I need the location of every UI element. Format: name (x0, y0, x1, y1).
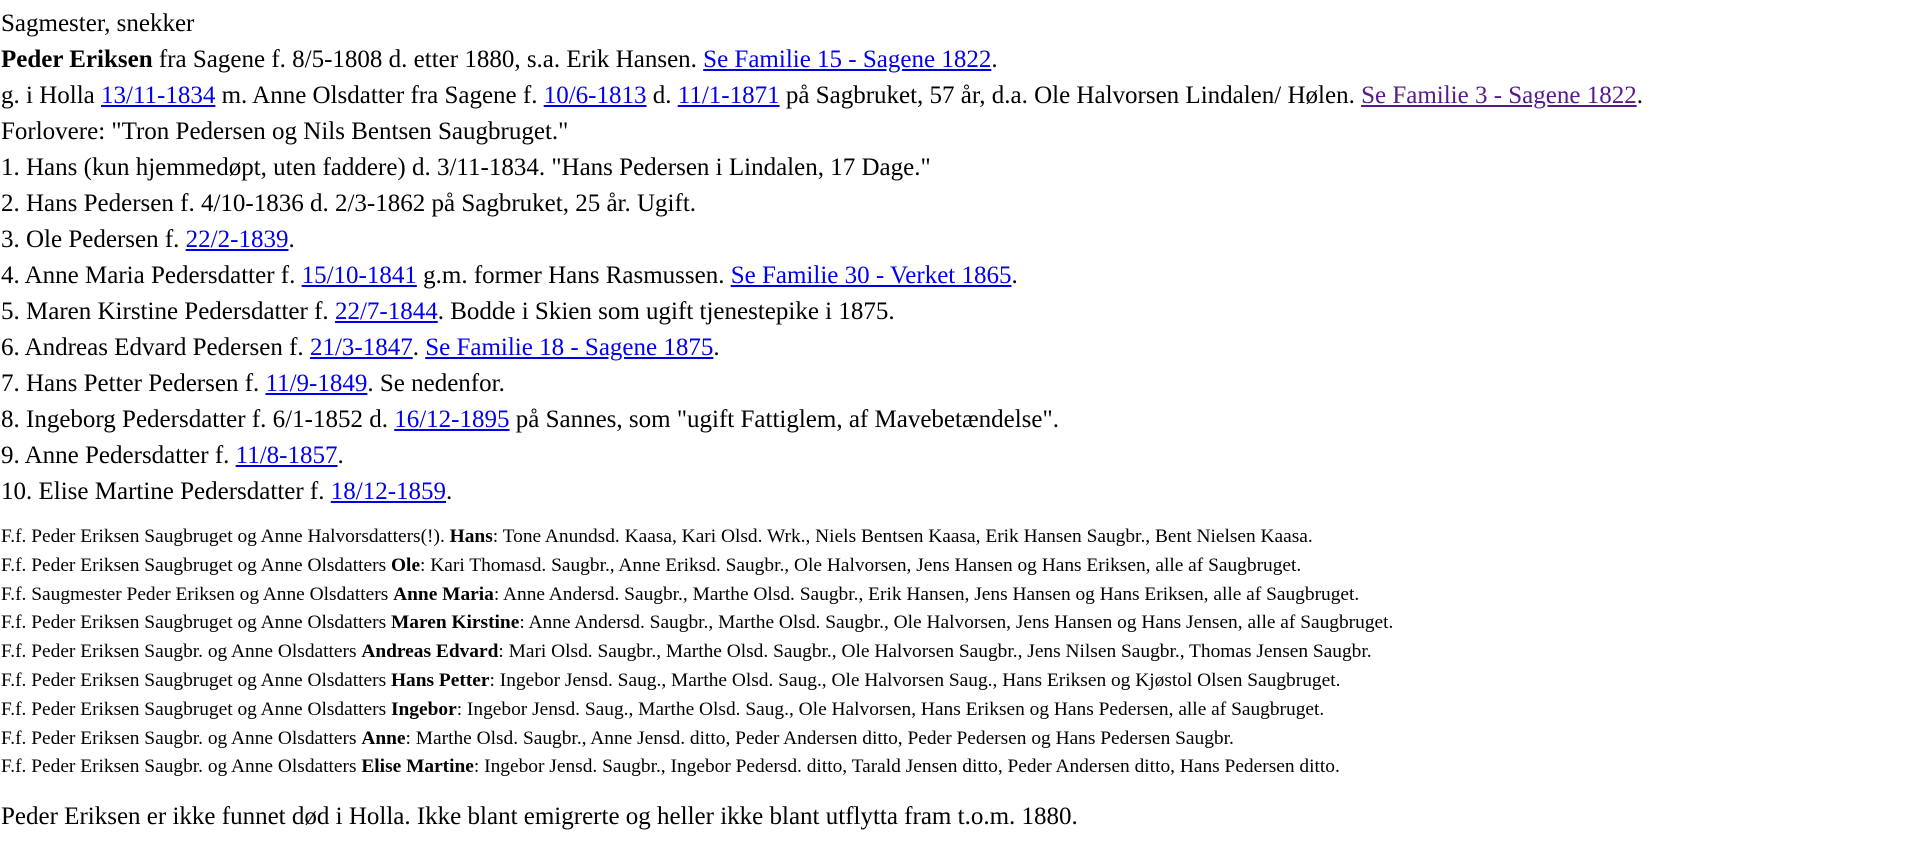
head-name: Peder Eriksen (1, 46, 153, 73)
link-wife-birth-date[interactable]: 10/6-1813 (543, 82, 647, 109)
baptism-entry: F.f. Peder Eriksen Saugbr. og Anne Olsdatters Andreas Edvard: Mari Olsd. Saugbr., Marthe Olsd. Saugbr., Ole Halvorsen Saugbr., Jens Nilsen Saugbr., Thomas Jensen Saugbr. (1, 641, 1372, 663)
child-item-2: 2. Hans Pedersen f. 4/10-1836 d. 2/3-1862 på Sagbruket, 25 år. Ugift. (1, 190, 697, 217)
link-familie-30-verket-1865[interactable]: Se Familie 30 - Verket 1865 (730, 262, 1012, 289)
link-child-6-birth[interactable]: 21/3-1847 (309, 334, 413, 361)
child-item-8: 8. Ingeborg Pedersdatter f. 6/1-1852 d. 16/12-1895 på Sannes, som "ugift Fattiglem, af Mavebetændelse". (1, 406, 1059, 433)
forlovere-line: Forlovere: "Tron Pedersen og Nils Bentsen Saugbruget." (1, 118, 569, 145)
link-wife-death-date[interactable]: 11/1-1871 (677, 82, 780, 109)
link-child-5-birth[interactable]: 22/7-1844 (334, 298, 438, 325)
link-child-3-birth[interactable]: 22/2-1839 (185, 226, 289, 253)
child-item-5: 5. Maren Kirstine Pedersdatter f. 22/7-1844. Bodde i Skien som ugift tjenestepike i 1875. (1, 298, 895, 325)
child-item-9: 9. Anne Pedersdatter f. 11/8-1857. (1, 442, 344, 469)
child-item-7: 7. Hans Petter Pedersen f. 11/9-1849. Se nedenfor. (1, 370, 505, 397)
closing-note: Peder Eriksen er ikke funnet død i Holla. Ikke blant emigrerte og heller ikke blant utflytta fram t.o.m. 1880. (1, 803, 1078, 831)
marriage-line: g. i Holla 13/11-1834 m. Anne Olsdatter fra Sagene f. 10/6-1813 d. 11/1-1871 på Sagbruket, 57 år, d.a. Ole Halvorsen Lindalen/ Hølen. Se Familie 3 - Sagene 1822. (1, 82, 1643, 109)
link-marriage-date[interactable]: 13/11-1834 (101, 82, 216, 109)
baptism-entry: F.f. Peder Eriksen Saugbr. og Anne Olsdatters Anne: Marthe Olsd. Saugbr., Anne Jensd. ditto, Peder Andersen ditto, Peder Pedersen og Hans Pedersen Saugbr. (1, 727, 1234, 749)
baptism-entry: F.f. Saugmester Peder Eriksen og Anne Olsdatters Anne Maria: Anne Andersd. Saugbr., Marthe Olsd. Saugbr., Erik Hansen, Jens Hansen og Hans Eriksen, alle af Saugbruget. (1, 583, 1360, 605)
link-familie-18-sagene-1875[interactable]: Se Familie 18 - Sagene 1875 (425, 334, 714, 361)
child-item-3: 3. Ole Pedersen f. 22/2-1839. (1, 226, 295, 253)
baptism-entry: F.f. Peder Eriksen Saugbruget og Anne Halvorsdatters(!). Hans: Tone Anundsd. Kaasa, Kari Olsd. Wrk., Niels Bentsen Kaasa, Erik Hansen Saugbr., Bent Nielsen Kaasa. (1, 526, 1313, 547)
link-child-9-birth[interactable]: 11/8-1857 (235, 442, 338, 469)
baptism-sponsors-list (1, 523, 1920, 782)
baptism-entry: F.f. Peder Eriksen Saugbruget og Anne Olsdatters Hans Petter: Ingebor Jensd. Saug., Marthe Olsd. Saug., Ole Halvorsen Saug., Hans Eriksen og Kjøstol Olsen Saugbruget. (1, 669, 1341, 691)
link-child-8-death[interactable]: 16/12-1895 (394, 406, 510, 433)
baptism-entry: F.f. Peder Eriksen Saugbr. og Anne Olsdatters Elise Martine: Ingebor Jensd. Saugbr., Ingebor Pedersd. ditto, Tarald Jensen ditto, Peder Andersen ditto, Hans Pedersen ditto. (1, 756, 1340, 778)
link-familie-15-sagene-1822[interactable]: Se Familie 15 - Sagene 1822 (703, 46, 992, 73)
link-child-10-birth[interactable]: 18/12-1859 (330, 478, 447, 505)
children-list (1, 150, 1920, 510)
link-child-7-birth[interactable]: 11/9-1849 (265, 370, 368, 397)
child-item-4: 4. Anne Maria Pedersdatter f. 15/10-1841 g.m. former Hans Rasmussen. Se Familie 30 - Verket 1865. (1, 262, 1018, 289)
baptism-entry: F.f. Peder Eriksen Saugbruget og Anne Olsdatters Ingebor: Ingebor Jensd. Saug., Marthe Olsd. Saug., Ole Halvorsen, Hans Eriksen og Hans Pedersen, alle af Saugbruget. (1, 698, 1325, 720)
head-of-family-line: Peder Eriksen fra Sagene f. 8/5-1808 d. etter 1880, s.a. Erik Hansen. Se Familie 15 - Sagene 1822. (1, 46, 998, 73)
link-child-4-birth[interactable]: 15/10-1841 (301, 262, 417, 289)
occupation: Sagmester, snekker (1, 10, 195, 37)
baptism-entry: F.f. Peder Eriksen Saugbruget og Anne Olsdatters Ole: Kari Thomasd. Saugbr., Anne Eriksd. Saugbr., Ole Halvorsen, Jens Hansen og Hans Eriksen, alle af Saugbruget. (1, 554, 1302, 576)
baptism-entry: F.f. Peder Eriksen Saugbruget og Anne Olsdatters Maren Kirstine: Anne Andersd. Saugbr., Marthe Olsd. Saugbr., Ole Halvorsen, Jens Hansen og Hans Jensen, alle af Saugbruget. (1, 612, 1394, 634)
child-item-6: 6. Andreas Edvard Pedersen f. 21/3-1847. Se Familie 18 - Sagene 1875. (1, 334, 720, 361)
link-familie-3-sagene-1822[interactable]: Se Familie 3 - Sagene 1822 (1361, 82, 1637, 109)
child-item-1: 1. Hans (kun hjemmedøpt, uten faddere) d. 3/11-1834. "Hans Pedersen i Lindalen, 17 Dage." (1, 154, 931, 181)
child-item-10: 10. Elise Martine Pedersdatter f. 18/12-1859. (1, 478, 453, 505)
